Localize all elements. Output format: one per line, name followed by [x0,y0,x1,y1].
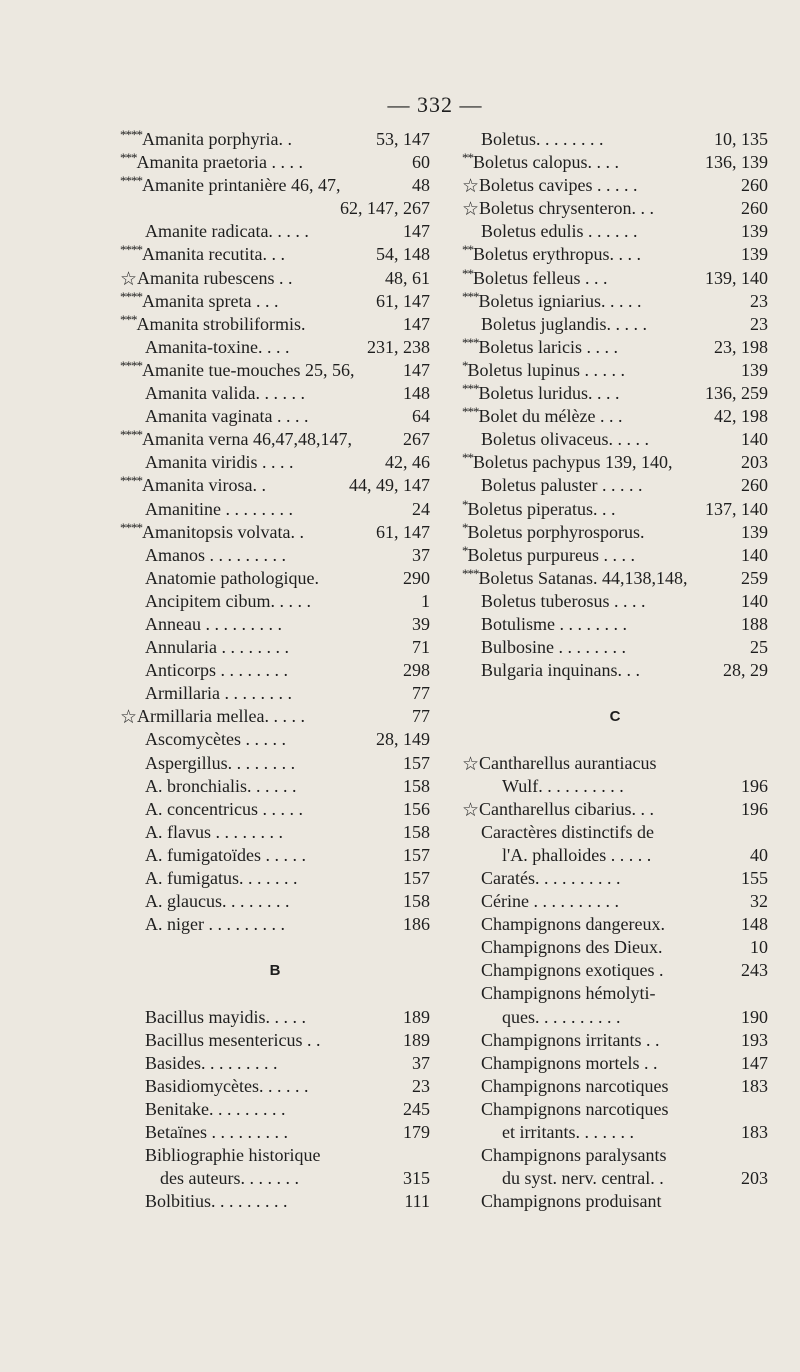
entry-page-numbers: 42, 198 [714,406,768,427]
entry-term: Basidiomycètes. . . . . . [145,1075,309,1096]
index-entry [120,1190,430,1213]
index-entry [120,705,430,728]
index-entry [120,867,430,890]
entry-term: Ancipitem cibum. . . . . [145,590,311,611]
entry-page-numbers: 28, 149 [376,729,430,750]
entry-page-numbers: 179 [403,1122,430,1143]
entry-page-numbers: 147 [403,359,430,380]
toxicity-asterisks: *** [120,151,137,166]
entry-page-numbers: 140 [741,429,768,450]
index-entry [120,267,430,290]
entry-page-numbers: 147 [403,313,430,334]
entry-term: Amanita verna 46,47,48,147, [142,429,352,450]
index-entry [120,243,430,266]
index-entry [120,1098,430,1121]
index-entry [120,798,430,821]
index-entry [462,890,768,913]
entry-term: Wulf. . . . . . . . . . [502,775,624,796]
index-entry [120,451,430,474]
entry-term: des auteurs. . . . . . . [160,1168,299,1189]
entry-page-numbers: 188 [741,613,768,634]
index-entry [462,382,768,405]
entry-term: Bacillus mayidis. . . . . [145,1006,306,1027]
entry-term: Amanos . . . . . . . . . [145,544,286,565]
index-entry [462,1006,768,1029]
section-letter: B [269,962,281,980]
entry-page-numbers: 136, 139 [705,152,768,173]
index-entry [462,220,768,243]
entry-term: A. fumigatoïdes . . . . . [145,844,306,865]
edible-star-icon: ☆ [120,707,138,729]
index-entry [462,1075,768,1098]
index-entry [120,1075,430,1098]
entry-term: Boletus tuberosus . . . . [481,590,646,611]
toxicity-asterisks: **** [120,289,142,304]
index-entry [120,313,430,336]
entry-term: Amanita virosa. . [142,475,266,496]
entry-term: Champignons mortels . . [481,1052,658,1073]
index-entry [462,821,768,844]
section-letter: C [609,708,621,726]
index-entry [462,313,768,336]
entry-page-numbers: 193 [741,1029,768,1050]
index-entry [120,151,430,174]
index-entry [462,775,768,798]
index-entry [120,382,430,405]
index-entry [462,590,768,613]
entry-page-numbers: 189 [403,1006,430,1027]
entry-term: Champignons des Dieux. [481,937,663,958]
index-entry [462,521,768,544]
entry-term: Champignons narcotiques [481,1075,669,1096]
entry-page-numbers: 40 [750,844,768,865]
entry-term: Basides. . . . . . . . . [145,1052,278,1073]
entry-page-numbers: 196 [741,798,768,819]
index-entry [120,1144,430,1167]
entry-page-numbers: 147 [741,1052,768,1073]
index-entry [462,567,768,590]
index-entry [120,290,430,313]
entry-term: Boletus piperatus. . . [467,498,616,519]
blank-line [462,728,768,751]
index-entry [462,451,768,474]
entry-term: Betaïnes . . . . . . . . . [145,1122,288,1143]
index-entry [462,174,768,197]
entry-page-numbers: 139 [741,359,768,380]
entry-page-numbers: 48, 61 [385,267,430,288]
entry-term: Annularia . . . . . . . . [145,637,289,658]
entry-page-numbers: 139, 140 [705,267,768,288]
index-entry [462,544,768,567]
index-entry [462,867,768,890]
entry-page-numbers: 203 [741,1168,768,1189]
index-entry [120,128,430,151]
entry-page-numbers: 189 [403,1029,430,1050]
index-entry [462,982,768,1005]
index-entry [462,913,768,936]
index-entry [462,197,768,220]
entry-term: Boletus pachypus 139, 140, [473,452,673,473]
entry-page-numbers: 23 [750,313,768,334]
entry-term: Boletus paluster . . . . . [481,475,643,496]
entry-term: Benitake. . . . . . . . . [145,1098,286,1119]
entry-page-numbers: 23 [412,1075,430,1096]
entry-term: Amanita-toxine. . . . [145,336,290,357]
entry-term: Amanita porphyria. . [142,129,292,149]
entry-page-numbers: 158 [403,891,430,912]
entry-term: Amanitopsis volvata. . [142,521,304,542]
toxicity-asterisks: * [462,497,468,512]
page-number: — 332 — [387,92,483,117]
blank-line [462,682,768,705]
entry-page-numbers: 231, 238 [367,336,430,357]
index-entry [462,798,768,821]
edible-star-icon: ☆ [462,799,480,821]
index-entry [120,752,430,775]
entry-term: Bulbosine . . . . . . . . [481,637,627,658]
edible-star-icon: ☆ [462,199,480,221]
entry-term: Aspergillus. . . . . . . . [145,752,296,773]
entry-page-numbers: 298 [403,660,430,681]
entry-page-numbers: 155 [741,868,768,888]
index-entry [462,959,768,982]
section-letter-heading [462,705,768,728]
entry-page-numbers: 61, 147 [376,521,430,542]
entry-page-numbers: 10 [750,937,768,958]
index-entry [120,474,430,497]
entry-page-numbers: 245 [403,1098,430,1119]
index-entry [462,1190,768,1213]
entry-page-numbers: 1 [421,590,430,611]
entry-page-numbers: 186 [403,914,430,935]
entry-page-numbers: 25 [750,637,768,658]
index-entry [462,359,768,382]
entry-page-numbers: 111 [404,1191,430,1212]
entry-page-numbers: 156 [403,798,430,819]
entry-term: Champignons narcotiques [481,1098,669,1119]
index-entry [120,1029,430,1052]
blank-line [120,936,430,959]
index-entry [462,1144,768,1167]
entry-page-numbers: 23, 198 [714,336,768,357]
entry-term: Caractères distinctifs de [481,821,654,842]
entry-page-numbers: 37 [412,1052,430,1073]
index-entry [120,567,430,590]
entry-page-numbers: 203 [741,452,768,473]
entry-page-numbers: 77 [412,706,430,727]
edible-star-icon: ☆ [462,176,480,198]
entry-term: Amanita viridis . . . . [145,452,294,473]
entry-term: Caratés. . . . . . . . . . [481,868,621,888]
index-entry [120,220,430,243]
entry-page-numbers: 315 [403,1168,430,1189]
entry-term: Amanita strobiliformis. [136,313,306,334]
entry-term: A. flavus . . . . . . . . [145,821,283,842]
entry-term: ques. . . . . . . . . . [502,1006,621,1027]
entry-term: et irritants. . . . . . . [502,1122,634,1143]
entry-page-numbers: 140 [741,590,768,611]
index-entry [120,590,430,613]
entry-term: Boletus calopus. . . . [473,152,619,173]
entry-term: Boletus juglandis. . . . . [481,313,647,334]
toxicity-asterisks: * [462,358,468,373]
entry-term: A. niger . . . . . . . . . [145,914,285,935]
entry-term: du syst. nerv. central. . [502,1168,664,1189]
index-entry [120,613,430,636]
entry-page-numbers: 10, 135 [714,129,768,149]
entry-page-numbers: 64 [412,406,430,427]
index-entry [462,405,768,428]
edible-star-icon: ☆ [120,268,138,290]
entry-term: Anatomie pathologique. [145,567,319,588]
entry-page-numbers: 136, 259 [705,383,768,404]
index-entry [120,1052,430,1075]
index-entry [120,1006,430,1029]
entry-term: Amanitine . . . . . . . . [145,498,293,519]
entry-page-numbers: 60 [412,152,430,173]
blank-line [120,982,430,1005]
entry-term: l'A. phalloides . . . . . [502,844,652,865]
index-column-left [120,128,430,1213]
entry-term: Champignons produisant [481,1191,662,1212]
index-entry [120,197,430,220]
entry-term: Champignons irritants . . [481,1029,660,1050]
index-entry [120,405,430,428]
entry-page-numbers: 158 [403,821,430,842]
index-entry [120,775,430,798]
index-entry [462,498,768,521]
entry-page-numbers: 196 [741,775,768,796]
section-letter-heading [120,959,430,982]
index-entry [120,659,430,682]
index-entry [120,359,430,382]
index-entry [120,1167,430,1190]
index-entry [462,1121,768,1144]
entry-term: Champignons exotiques . [481,960,664,981]
entry-term: Boletus porphyrosporus. [467,521,645,542]
index-entry [462,844,768,867]
entry-term: Cantharellus cibarius. . . [479,798,655,819]
entry-page-numbers: 183 [741,1122,768,1143]
entry-term: Amanita vaginata . . . . [145,406,309,427]
entry-term: Armillaria . . . . . . . . [145,683,292,704]
entry-term: Bacillus mesentericus . . [145,1029,321,1050]
entry-term: Amanite printanière 46, 47, [142,175,341,196]
entry-page-numbers: 139 [741,244,768,265]
entry-page-numbers: 28, 29 [723,660,768,681]
index-entry [120,890,430,913]
entry-page-numbers: 53, 147 [376,129,430,149]
entry-page-numbers: 157 [403,752,430,773]
entry-page-numbers: 44, 49, 147 [349,475,430,496]
index-entry [120,174,430,197]
toxicity-asterisks: **** [120,174,142,189]
index-entry [462,474,768,497]
edible-star-icon: ☆ [462,753,480,775]
index-entry [462,128,768,151]
entry-term: Bibliographie historique [145,1145,321,1166]
toxicity-asterisks: * [462,520,468,535]
index-entry [462,936,768,959]
entry-page-numbers: 48 [412,175,430,196]
entry-term: Anneau . . . . . . . . . [145,613,282,634]
entry-term: A. concentricus . . . . . [145,798,303,819]
entry-term: Champignons hémolyti- [481,983,656,1004]
index-entry [462,267,768,290]
toxicity-asterisks: **** [120,474,142,489]
entry-page-numbers: 42, 46 [385,452,430,473]
entry-page-numbers: 23 [750,290,768,311]
entry-term: Botulisme . . . . . . . . [481,613,628,634]
entry-page-numbers: 190 [741,1006,768,1027]
entry-term: Boletus Satanas. 44,138,148, [478,567,688,588]
entry-term: Boletus olivaceus. . . . . [481,429,649,450]
entry-page-numbers: 148 [403,383,430,404]
toxicity-asterisks: *** [462,566,479,581]
index-entry [462,243,768,266]
toxicity-asterisks: *** [462,289,479,304]
entry-term: Amanita praetoria . . . . [136,152,303,173]
index-entry [462,1167,768,1190]
entry-page-numbers: 148 [741,914,768,935]
index-entry [120,336,430,359]
index-entry [462,1098,768,1121]
entry-term: Cérine . . . . . . . . . . [481,891,619,912]
entry-term: Champignons dangereux. [481,914,665,935]
toxicity-asterisks: ** [462,151,473,166]
toxicity-asterisks: *** [462,335,479,350]
entry-page-numbers: 260 [741,475,768,496]
entry-term: Anticorps . . . . . . . . [145,660,288,681]
index-entry [120,913,430,936]
toxicity-asterisks: **** [120,358,142,373]
entry-page-numbers: 157 [403,844,430,865]
entry-term: Amanite radicata. . . . . [145,221,309,242]
index-entry [462,636,768,659]
toxicity-asterisks: *** [462,382,479,397]
entry-page-numbers: 290 [403,567,430,588]
index-entry [120,636,430,659]
entry-page-numbers: 183 [741,1075,768,1096]
index-entry [120,498,430,521]
index-entry [462,428,768,451]
entry-page-numbers: 62, 147, 267 [340,198,430,219]
entry-term: Champignons paralysants [481,1145,667,1166]
entry-term: Boletus purpureus . . . . [467,544,635,565]
index-entry [462,290,768,313]
index-entry [120,1121,430,1144]
entry-term: Boletus cavipes . . . . . [479,175,638,196]
entry-term: A. bronchialis. . . . . . [145,775,297,796]
entry-page-numbers: 157 [403,868,430,888]
entry-page-numbers: 267 [403,429,430,450]
entry-term: Boletus felleus . . . [473,267,608,288]
entry-page-numbers: 54, 148 [376,244,430,265]
index-entry [120,728,430,751]
entry-term: Boletus igniarius. . . . . [478,290,642,311]
entry-term: A. fumigatus. . . . . . . [145,868,298,888]
entry-term: Ascomycètes . . . . . [145,729,286,750]
toxicity-asterisks: **** [120,243,142,258]
entry-page-numbers: 158 [403,775,430,796]
entry-page-numbers: 37 [412,544,430,565]
index-entry [462,151,768,174]
index-column-right [462,128,768,1213]
entry-page-numbers: 39 [412,613,430,634]
toxicity-asterisks: **** [120,428,142,443]
toxicity-asterisks: * [462,543,468,558]
index-entry [120,821,430,844]
index-entry [120,428,430,451]
toxicity-asterisks: *** [120,312,137,327]
entry-page-numbers: 61, 147 [376,290,430,311]
index-entry [462,659,768,682]
index-entry [462,613,768,636]
index-entry [120,682,430,705]
entry-page-numbers: 24 [412,498,430,519]
entry-page-numbers: 77 [412,683,430,704]
toxicity-asterisks: ** [462,243,473,258]
entry-term: A. glaucus. . . . . . . . [145,891,290,912]
entry-term: Amanite tue-mouches 25, 56, [142,359,355,380]
entry-term: Boletus laricis . . . . [478,336,618,357]
entry-term: Boletus lupinus . . . . . [467,359,626,380]
entry-term: Bulgaria inquinans. . . [481,660,640,681]
entry-term: Boletus edulis . . . . . . [481,221,638,242]
entry-page-numbers: 259 [741,567,768,588]
toxicity-asterisks: **** [120,520,142,535]
toxicity-asterisks: *** [462,405,479,420]
index-entry [120,521,430,544]
entry-term: Bolet du mélèze . . . [478,406,623,427]
index-entry [462,336,768,359]
entry-term: Boletus. . . . . . . . [481,129,604,149]
entry-term: Amanita recutita. . . [142,244,285,265]
toxicity-asterisks: ** [462,451,473,466]
entry-term: Boletus luridus. . . . [478,383,620,404]
entry-term: Amanita spreta . . . [142,290,279,311]
entry-page-numbers: 71 [412,637,430,658]
entry-page-numbers: 260 [741,198,768,219]
entry-page-numbers: 32 [750,891,768,912]
entry-term: Cantharellus aurantiacus [479,752,657,773]
toxicity-asterisks: ** [462,266,473,281]
entry-term: Amanita rubescens . . [137,267,293,288]
index-entry [120,844,430,867]
entry-page-numbers: 243 [741,960,768,981]
entry-term: Boletus erythropus. . . . [473,244,641,265]
index-entry [120,544,430,567]
toxicity-asterisks: **** [120,128,142,142]
index-entry [462,752,768,775]
entry-page-numbers: 147 [403,221,430,242]
index-entry [462,1052,768,1075]
entry-page-numbers: 139 [741,221,768,242]
entry-term: Amanita valida. . . . . . [145,383,305,404]
entry-term: Boletus chrysenteron. . . [479,198,655,219]
entry-term: Bolbitius. . . . . . . . . [145,1191,288,1212]
entry-page-numbers: 137, 140 [705,498,768,519]
entry-page-numbers: 139 [741,521,768,542]
entry-term: Armillaria mellea. . . . . [137,706,305,727]
entry-page-numbers: 140 [741,544,768,565]
index-entry [462,1029,768,1052]
entry-page-numbers: 260 [741,175,768,196]
